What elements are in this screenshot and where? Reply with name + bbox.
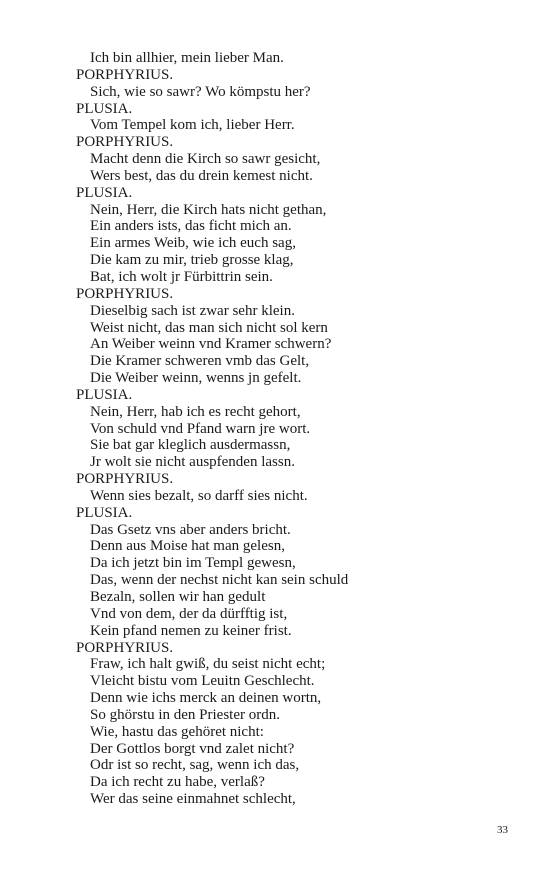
verse-line: Die Kramer schweren vmb das Gelt,: [90, 353, 310, 370]
verse-line: Sich, wie so sawr? Wo kömpstu her?: [90, 83, 311, 100]
verse-line: Weist nicht, das man sich nicht sol kern: [90, 319, 328, 336]
speaker-name: PLUSIA.: [76, 504, 133, 521]
verse-line: Vleicht bistu vom Leuitn Geschlecht.: [90, 673, 315, 690]
speaker-name: PORPHYRIUS.: [76, 285, 174, 302]
verse-line: Wie, hastu das gehöret nicht:: [90, 723, 264, 740]
verse-line: Denn aus Moise hat man gelesn,: [90, 538, 285, 555]
verse-line: Nein, Herr, hab ich es recht gehort,: [90, 403, 301, 420]
verse-line: Sie bat gar kleglich ausdermassn,: [90, 437, 291, 454]
speaker-name: PORPHYRIUS.: [76, 639, 174, 656]
speaker-name: PLUSIA.: [76, 386, 133, 403]
verse-line: Jr wolt sie nicht auspfenden lassn.: [90, 454, 295, 471]
verse-line: Kein pfand nemen zu keiner frist.: [90, 622, 292, 639]
verse-line: Bat, ich wolt jr Fürbittrin sein.: [90, 268, 273, 285]
verse-line: Ich bin allhier, mein lieber Man.: [90, 50, 284, 66]
verse-line: So ghörstu in den Priester ordn.: [90, 706, 280, 723]
verse-line: Die kam zu mir, trieb grosse klag,: [90, 252, 294, 269]
verse-line: Ein armes Weib, wie ich euch sag,: [90, 235, 296, 252]
verse-line: Da ich jetzt bin im Templ gewesn,: [90, 555, 296, 572]
verse-line: Odr ist so recht, sag, wenn ich das,: [90, 757, 300, 774]
verse-line: Ein anders ists, das ficht mich an.: [90, 218, 292, 235]
verse-line: Nein, Herr, die Kirch hats nicht gethan,: [90, 201, 327, 218]
verse-line: Vom Tempel kom ich, lieber Herr.: [90, 117, 295, 134]
speaker-name: PLUSIA.: [76, 100, 133, 117]
verse-line: Denn wie ichs merck an deinen wortn,: [90, 690, 322, 707]
speaker-name: PORPHYRIUS.: [76, 66, 174, 83]
verse-line: Wer das seine einmahnet schlecht,: [90, 791, 296, 808]
verse-line: Das, wenn der nechst nicht kan sein schuld: [90, 572, 349, 589]
verse-line: Das Gsetz vns aber anders bricht.: [90, 521, 291, 538]
verse-line: Wers best, das du drein kemest nicht.: [90, 167, 313, 184]
verse-line: Von schuld vnd Pfand warn jre wort.: [90, 420, 311, 437]
verse-line: Wenn sies bezalt, so darff sies nicht.: [90, 487, 308, 504]
verse-line: An Weiber weinn vnd Kramer schwern?: [90, 336, 332, 353]
verse-line: Der Gottlos borgt vnd zalet nicht?: [90, 740, 295, 757]
play-text: [76, 50, 516, 808]
verse-line: Die Weiber weinn, wenns jn gefelt.: [90, 370, 302, 387]
verse-line: Macht denn die Kirch so sawr gesicht,: [90, 151, 321, 168]
verse-line: Vnd von dem, der da dürfftig ist,: [90, 605, 288, 622]
page-number: 33: [497, 824, 508, 836]
speaker-name: PORPHYRIUS.: [76, 471, 174, 488]
verse-line: Bezaln, sollen wir han gedult: [90, 589, 266, 605]
verse-line: Dieselbig sach ist zwar sehr klein.: [90, 302, 295, 319]
speaker-name: PLUSIA.: [76, 184, 133, 201]
verse-line: Fraw, ich halt gwiß, du seist nicht echt;: [90, 656, 326, 673]
verse-line: Da ich recht zu habe, verlaß?: [90, 774, 265, 791]
speaker-name: PORPHYRIUS.: [76, 134, 174, 151]
